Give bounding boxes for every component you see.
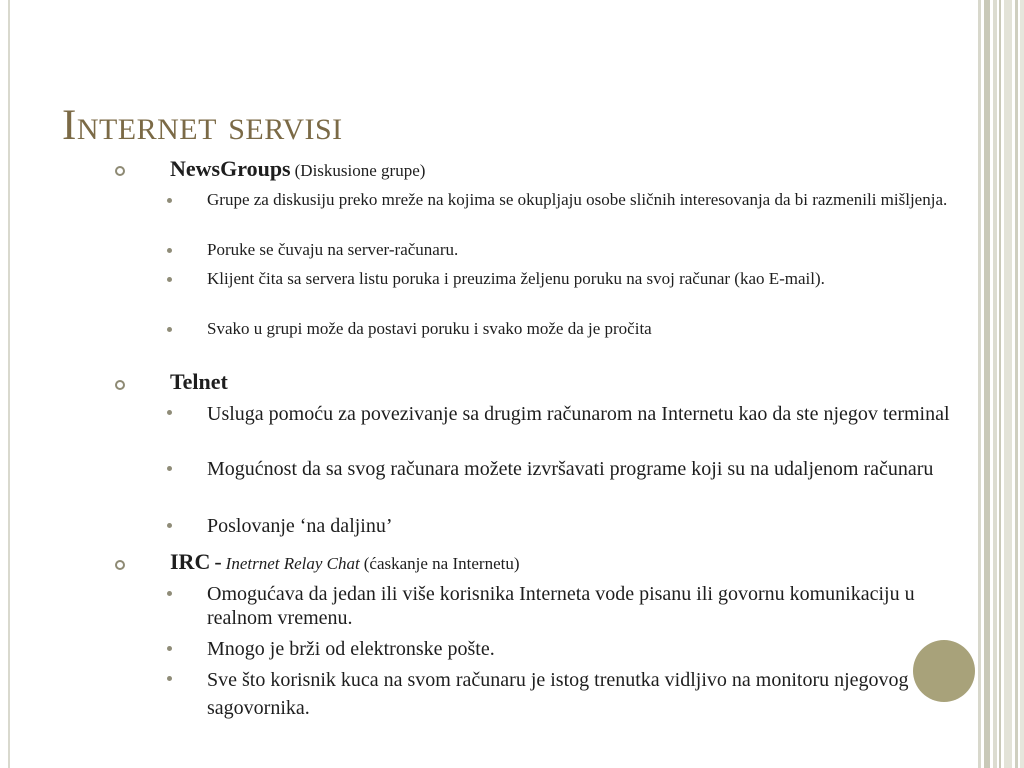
list-item: Klijent čita sa servera listu poruka i preuzima željenu poruku na svoj računar (kao E-mail). bbox=[207, 269, 825, 288]
bullet-dot bbox=[167, 523, 172, 528]
right-decorative-stripe bbox=[984, 0, 990, 768]
list-item: Sve što korisnik kuca na svom računaru je istog trenutka vidljivo na monitoru njegovog sagovornika. bbox=[207, 669, 909, 719]
list-item: Mnogo je brži od elektronske pošte. bbox=[207, 638, 495, 660]
section-heading-irc bbox=[170, 549, 520, 574]
right-decorative-stripe bbox=[978, 0, 981, 768]
bullet-dot bbox=[167, 248, 172, 253]
left-decorative-rule bbox=[8, 0, 10, 768]
list-item: Mogućnost da sa svog računara možete izvršavati programe koji su na udaljenom računaru bbox=[207, 458, 934, 480]
section-bullet-ring bbox=[115, 166, 125, 176]
right-decorative-stripe bbox=[1020, 0, 1024, 768]
section-heading-telnet bbox=[170, 369, 228, 394]
section-title: Telnet bbox=[170, 369, 228, 394]
bullet-dot bbox=[167, 410, 172, 415]
right-decorative-stripe bbox=[999, 0, 1001, 768]
section-heading-newsgroups bbox=[170, 156, 425, 181]
list-item: Usluga pomoću za povezivanje sa drugim računarom na Internetu kao da ste njegov terminal bbox=[207, 403, 950, 425]
right-decorative-stripe bbox=[993, 0, 997, 768]
bullet-dot bbox=[167, 327, 172, 332]
right-decorative-stripe bbox=[1015, 0, 1018, 768]
bullet-dot bbox=[167, 591, 172, 596]
bullet-dot bbox=[167, 466, 172, 471]
section-bullet-ring bbox=[115, 560, 125, 570]
right-decorative-stripe bbox=[1004, 0, 1012, 768]
bullet-dot bbox=[167, 277, 172, 282]
section-subtitle: (ćaskanje na Internetu) bbox=[363, 554, 520, 573]
decorative-circle bbox=[913, 640, 975, 702]
list-item: Poruke se čuvaju na server-računaru. bbox=[207, 240, 459, 259]
section-title: NewsGroups bbox=[170, 156, 291, 181]
section-separator: - bbox=[214, 549, 222, 574]
list-item: Poslovanje ‘na daljinu’ bbox=[207, 515, 393, 537]
section-subtitle: (Diskusione grupe) bbox=[294, 161, 426, 180]
section-title: IRC bbox=[170, 549, 211, 574]
bullet-dot bbox=[167, 198, 172, 203]
slide-title: Internet servisi bbox=[62, 102, 343, 149]
list-item: Svako u grupi može da postavi poruku i svako može da je pročita bbox=[207, 319, 652, 338]
bullet-dot bbox=[167, 676, 172, 681]
bullet-dot bbox=[167, 646, 172, 651]
section-subtitle-italic: Inetrnet Relay Chat bbox=[225, 554, 360, 573]
section-bullet-ring bbox=[115, 380, 125, 390]
list-item: Grupe za diskusiju preko mreže na kojima se okupljaju osobe sličnih interesovanja da bi razmenili mišljenja. bbox=[207, 190, 948, 209]
list-item: Omogućava da jedan ili više korisnika Interneta vode pisanu ili govornu komunikaciju u realnom vremenu. bbox=[207, 583, 915, 630]
